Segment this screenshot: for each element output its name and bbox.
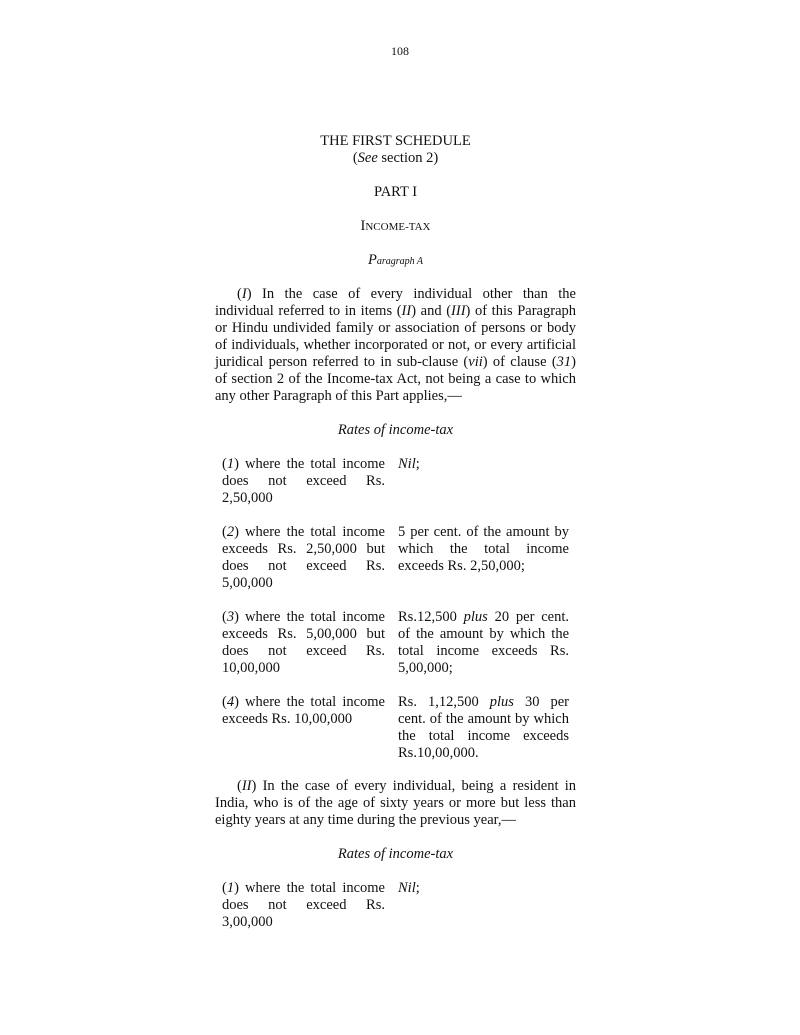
paragraph-initial: P <box>367 252 377 268</box>
paragraph-small-caps: aragraph A <box>376 256 424 267</box>
rate-condition: (1) where the total income does not exceed Rs. 2,50,000 <box>222 456 385 506</box>
rate-number: 1 <box>226 880 235 896</box>
rate-number: 3 <box>226 609 235 625</box>
rate-value <box>398 694 569 762</box>
rate-value <box>398 880 569 931</box>
rate-number: 2 <box>226 524 235 540</box>
paragraph-I-text <box>215 286 576 405</box>
para-I-seg5: ) of section 2 of the Income-tax Act, not being a case to which any other Paragraph of this Part applies,— <box>215 354 576 404</box>
rate-condition: (3) where the total income exceeds Rs. 5,00,000 but does not exceed Rs. 10,00,000 <box>222 609 385 676</box>
rate-nil: Nil <box>398 880 416 896</box>
para-I-seg4: ) of clause ( <box>482 354 557 370</box>
rates-heading-2: Rates of income-tax <box>337 846 454 862</box>
rate-value <box>398 609 569 677</box>
see-open-paren: ( <box>352 150 358 166</box>
rate-value <box>398 456 569 507</box>
rate-condition-text: where the total income does not exceed Rs. 2,50,000 <box>222 456 385 506</box>
schedule-title: THE FIRST SCHEDULE <box>320 133 471 149</box>
rate-condition: (2) where the total income exceeds Rs. 2,50,000 but does not exceed Rs. 5,00,000 <box>222 524 385 591</box>
para-I-number: I <box>241 286 247 302</box>
rate-row <box>222 609 569 677</box>
rates-heading-1: Rates of income-tax <box>337 422 454 438</box>
para-I-ref-III: III <box>451 303 466 319</box>
para-I-close: ) <box>246 286 252 302</box>
para-I-ref-31: 31 <box>556 354 572 370</box>
rate-value-post: 30 per cent. of the amount by which the total income exceeds Rs.10,00,000. <box>398 694 569 761</box>
part-heading: PART I <box>373 184 418 200</box>
paragraph-II-text: (II) In the case of every individual, being a resident in India, who is of the age of sixty years or more but less than eighty years at any time during the previous year,— <box>215 778 576 828</box>
rate-value-pre: Rs. 1,12,500 <box>398 694 490 710</box>
para-II-body: In the case of every individual, being a resident in India, who is of the age of sixty years or more but less than eighty years at any time during the previous year,— <box>215 778 576 828</box>
rate-number: 1 <box>226 456 235 472</box>
para-I-seg3: ) of this Paragraph or Hindu undivided family or association of persons or body of individuals, whether incorporated or not, or every artificial juridical person referred to in sub-clause ( <box>215 303 577 370</box>
para-I-open: ( <box>237 286 242 302</box>
rate-condition: (1) where the total income does not exceed Rs. 3,00,000 <box>222 880 385 930</box>
rate-plus: plus <box>463 609 488 625</box>
para-I-ref-vii: vii <box>468 354 483 370</box>
rate-condition: (4) where the total income exceeds Rs. 10,00,000 <box>222 694 385 727</box>
para-I-seg1: In the case of every individual other than the individual referred to in items ( <box>215 286 576 319</box>
rate-value-punct: ; <box>415 456 420 472</box>
rate-value-post: 20 per cent. of the amount by which the total income exceeds Rs. 5,00,000; <box>398 609 569 676</box>
income-tax-heading <box>215 218 576 236</box>
para-I-ref-II: II <box>401 303 412 319</box>
see-rest: section 2) <box>377 150 439 166</box>
rate-row <box>222 880 569 931</box>
para-I-seg2: ) and ( <box>411 303 452 319</box>
heading-small-caps: NCOME-TAX <box>365 221 431 233</box>
rate-nil: Nil <box>398 456 416 472</box>
paragraph-a-heading <box>215 252 576 270</box>
schedule-reference <box>215 150 576 167</box>
heading-initial: I <box>360 218 366 234</box>
rate-number: 4 <box>226 694 235 710</box>
rate-condition-text: where the total income exceeds Rs. 10,00,000 <box>222 694 385 727</box>
rate-row <box>222 456 569 507</box>
rate-condition-text: where the total income exceeds Rs. 2,50,000 but does not exceed Rs. 5,00,000 <box>222 524 385 591</box>
see-italic: See <box>357 150 378 166</box>
rate-plus: plus <box>489 694 514 710</box>
rate-value: 5 per cent. of the amount by which the total income exceeds Rs. 2,50,000; <box>398 524 569 574</box>
rate-value-punct: ; <box>415 880 420 896</box>
rate-value-pre: Rs.12,500 <box>398 609 464 625</box>
rate-row <box>222 694 569 762</box>
para-II-number: II <box>241 778 252 794</box>
rate-condition-text: where the total income exceeds Rs. 5,00,000 but does not exceed Rs. 10,00,000 <box>222 609 385 676</box>
rate-condition-text: where the total income does not exceed Rs. 3,00,000 <box>222 880 385 930</box>
page-number: 108 <box>391 44 409 58</box>
rate-row <box>222 524 569 592</box>
